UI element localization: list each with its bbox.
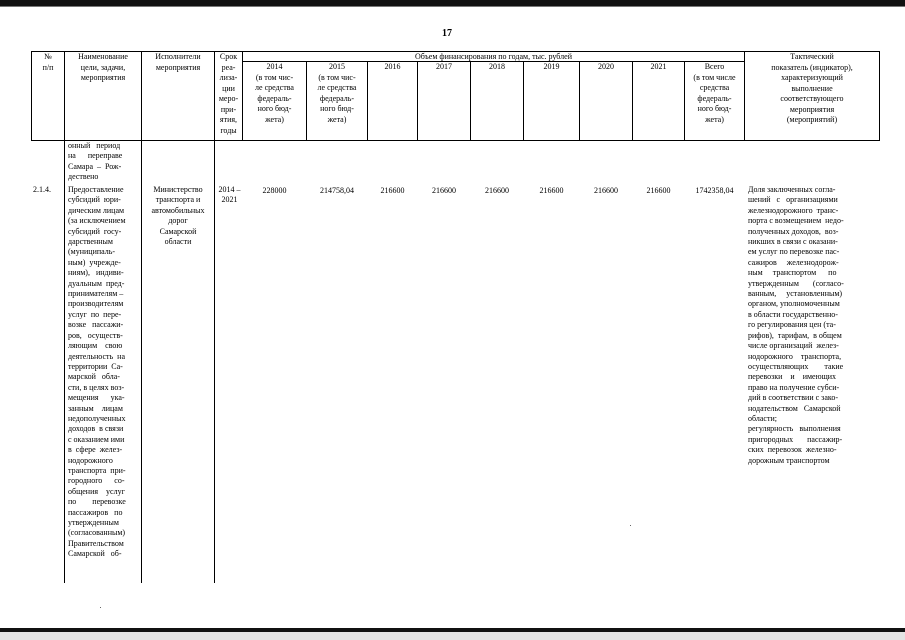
page-number: 17	[442, 28, 452, 39]
row-value-2016: 216600	[380, 186, 405, 195]
header-total: Всего (в том числе средства федераль- ного бюд- жета)	[693, 62, 736, 124]
row-name: Предоставление субсидий юри- дическим лицам (за исключением субсидий госу- дарственным (муниципаль- ным) учрежде- ниям), индиви- дуальным пред- принимателям – производителям услуг по пере- возке пассажи- ров, осуществ- ляющим свою деятельность на территории Са- марской обла- сти, в целях воз- мещения ука- занным лицам недополученных доходов в связи с оказанием ими в сфере желез- нодорожного транспорта при- городного со- общения услуг по перевозке пассажиров по утвержденным (согласованным) Правительством Самарской об-	[68, 185, 126, 559]
row-value-2019: 216600	[539, 186, 564, 195]
row-number: 2.1.4.	[33, 185, 51, 194]
scan-speck	[630, 525, 631, 526]
row-indicator: Доля заключенных согла- шений с организациями железнодорожного транс- порта с возмещением недо- полученных доходов, воз- никших в связи с оказани- ем услуг по перевозке пас- сажиров железнодорож- ным транспортом по утвержденным (согласо- ванным, установленным) органом, уполномоченным в области государственно- го регулирования цен (та- рифов), тарифам, в общем числе организаций желез- нодорожного транспорта, осуществляющих такие перевозки и имеющих право на получение субси- дий в соответствии с зако- нодательством Самарской области; регулярность выполнения пригородных пассажир- ских перевозок железно- дорожным транспортом	[748, 185, 844, 465]
row-value-2014: 228000	[262, 186, 287, 195]
header-funding-title: Объем финансирования по годам, тыс. рублей	[415, 52, 572, 61]
header-2021: 2021	[650, 62, 667, 71]
row-value-2018: 216600	[485, 186, 509, 195]
row-value-2021: 216600	[646, 186, 671, 195]
row-term: 2014 – 2021	[218, 185, 241, 205]
header-2017: 2017	[436, 62, 452, 71]
header-num: № п/п	[42, 52, 54, 72]
row-executor: Министерство транспорта и автомобильных дорог Самарской области	[151, 185, 205, 247]
header-term: Срок реа- лиза- ции меро- при- ятия, годы	[218, 52, 239, 135]
scan-speck	[100, 607, 101, 608]
header-executors: Исполнители мероприятия	[155, 52, 201, 72]
header-2015: 2015 (в том чис- ле средства федераль- ного бюд- жета)	[317, 62, 357, 124]
header-2014: 2014 (в том чис- ле средства федераль- ного бюд- жета)	[255, 62, 294, 124]
header-2020: 2020	[598, 62, 614, 71]
row-value-total: 1742358,04	[695, 186, 734, 195]
scan-bottom-edge	[0, 632, 905, 640]
header-name: Наименование цели, задачи, мероприятия	[78, 52, 128, 82]
header-2016: 2016	[384, 62, 401, 71]
header-indicator: Тактический показатель (индикатор), характеризующий выполнение соответствующего мероприятия (мероприятий)	[771, 52, 853, 124]
header-2018: 2018	[489, 62, 505, 71]
row-value-2017: 216600	[432, 186, 456, 195]
header-2019: 2019	[543, 62, 560, 71]
scan-top-border-line	[0, 6, 905, 7]
row-value-2020: 216600	[594, 186, 618, 195]
continuation-text: онный период на переправе Самара – Рож- дествено	[68, 141, 123, 182]
row-value-2015: 214758,04	[320, 186, 354, 195]
